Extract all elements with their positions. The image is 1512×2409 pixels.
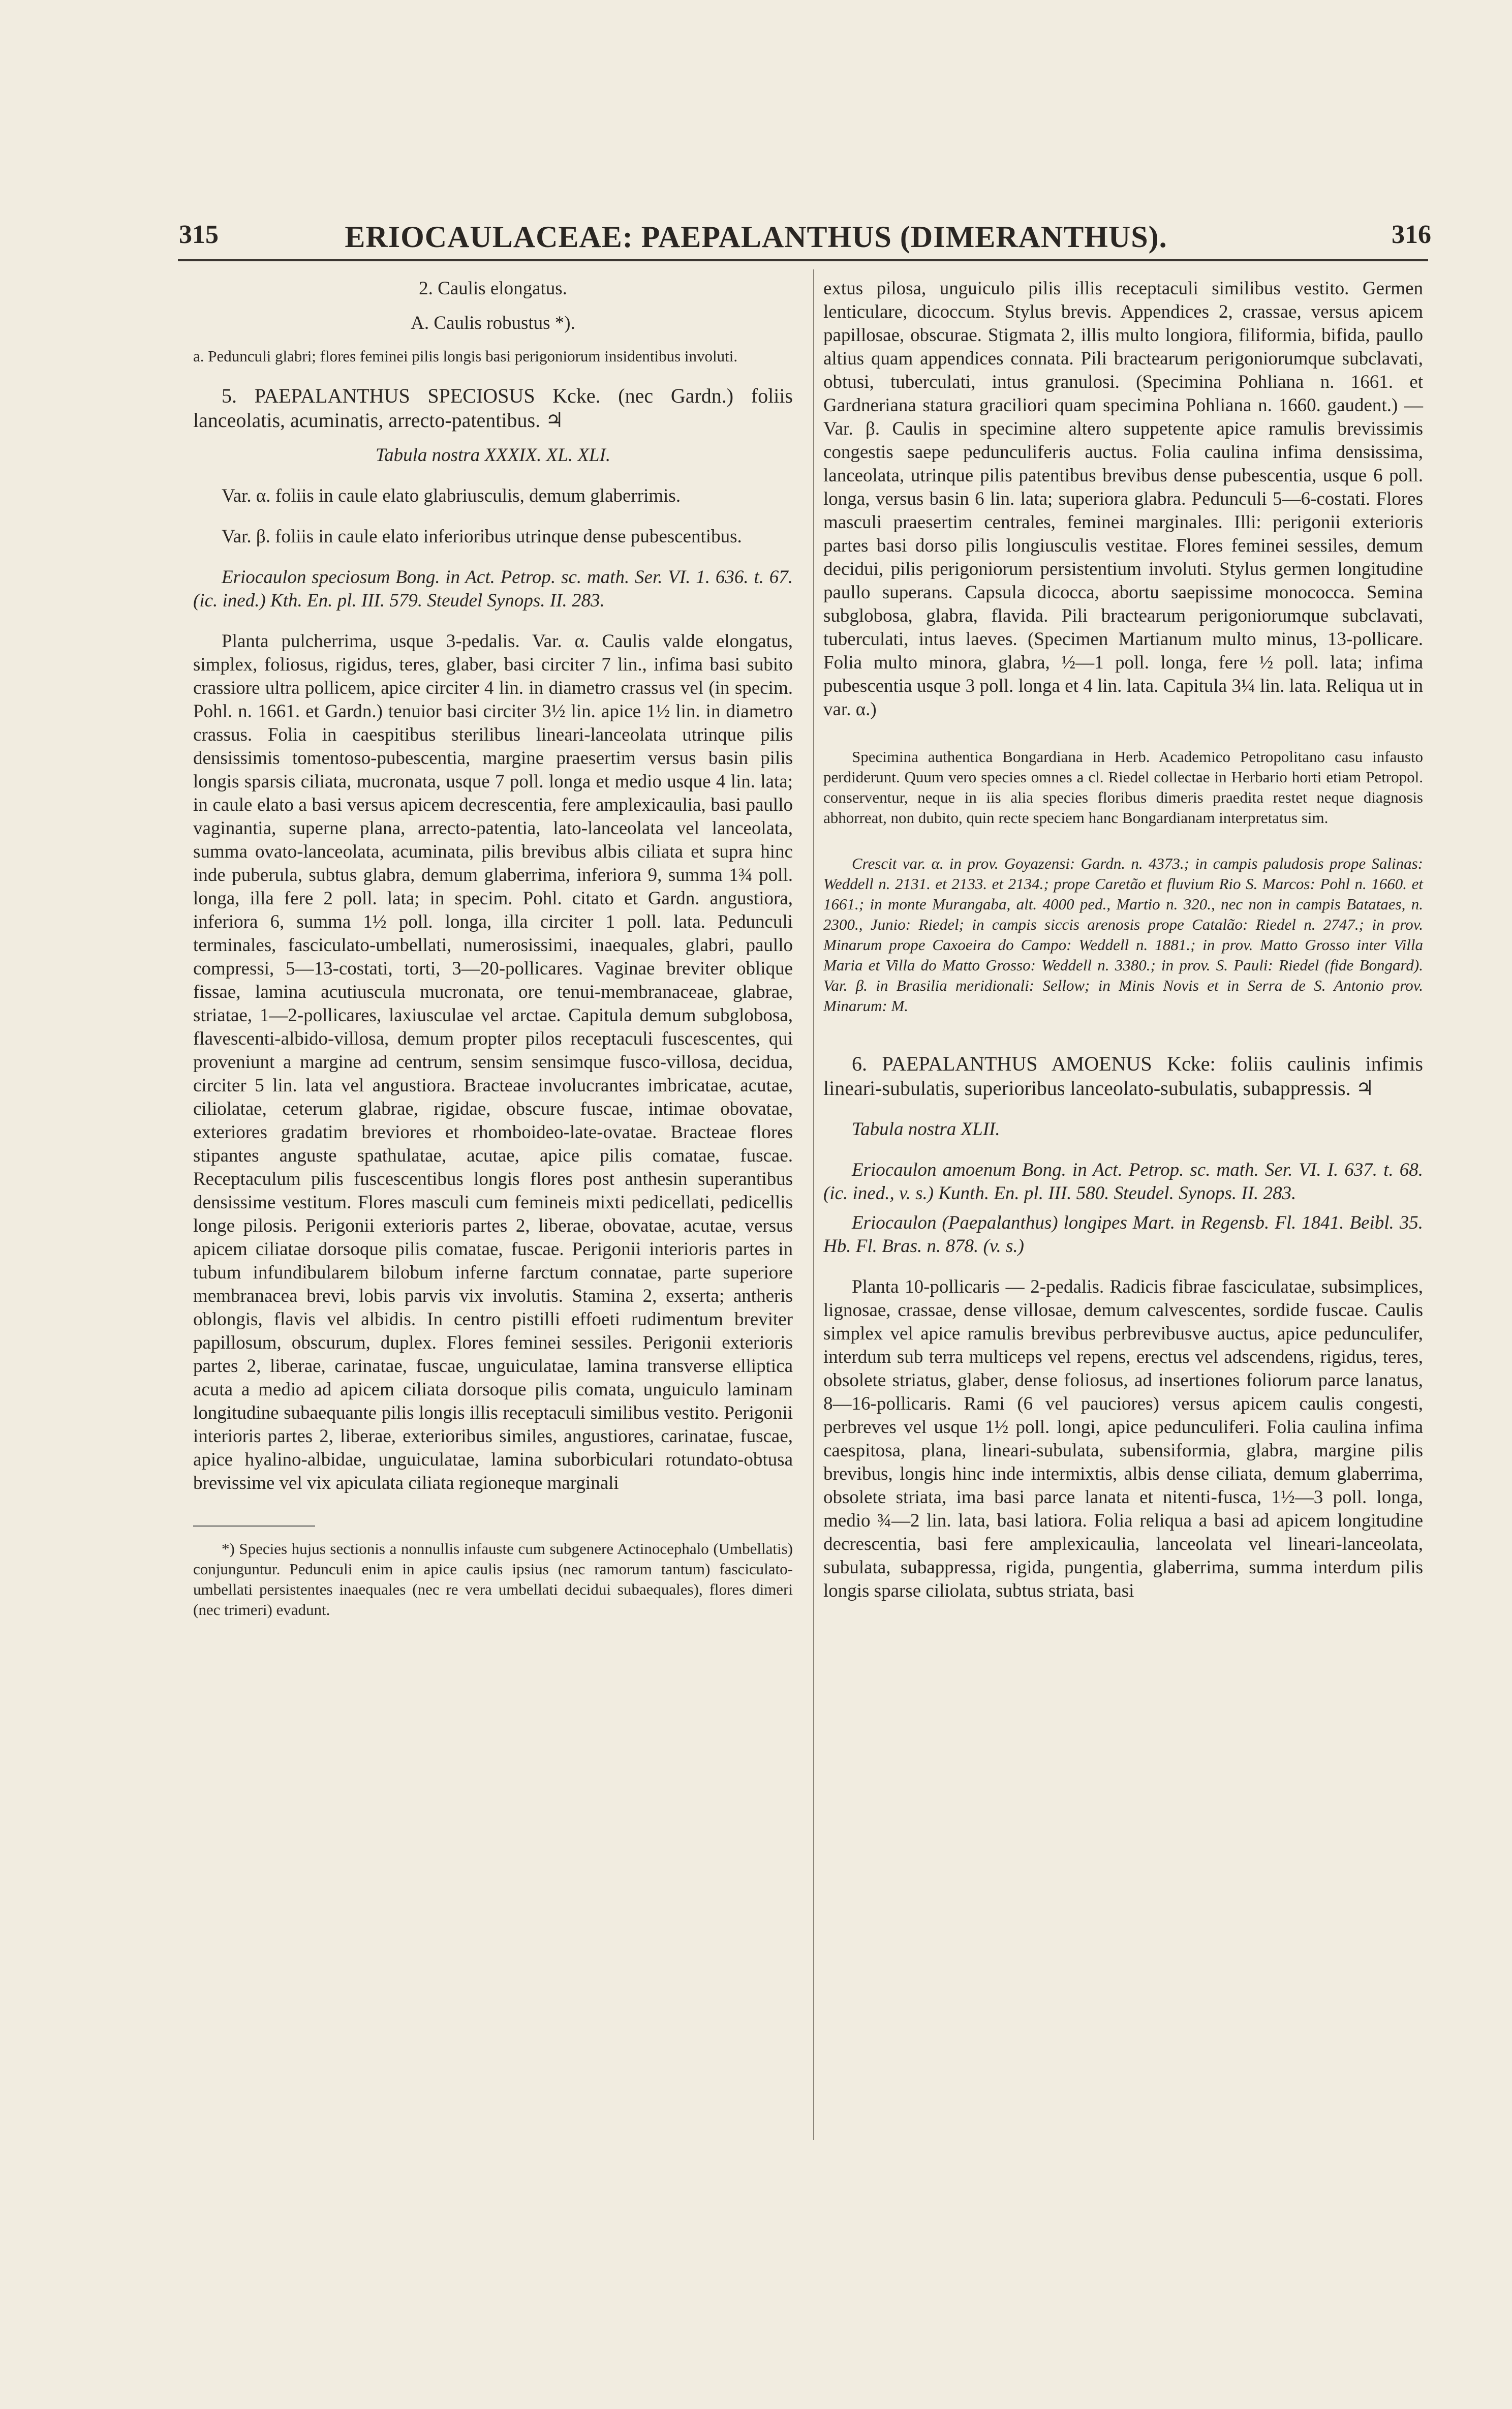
page-number-left: 315	[179, 220, 219, 249]
plate-reference-5: Tabula nostra XXXIX. XL. XLI.	[375, 445, 611, 466]
synonymy-6a: Eriocaulon amoenum Bong. in Act. Petrop. sc. math. Ser. VI. I. 637. t. 68. (ic. ined., v. s.) Kunth. En. pl. III. 580. Steudel. Synops. II. 283.	[823, 1160, 1423, 1204]
section-heading-2: 2. Caulis elongatus.	[419, 278, 567, 299]
variety-alpha: Var. α. foliis in caule elato glabriusculis, demum glaberrimis.	[222, 485, 681, 506]
synonymy-5: Eriocaulon speciosum Bong. in Act. Petrop. sc. math. Ser. VI. 1. 636. t. 67. (ic. ined.) Kth. En. pl. III. 579. Steudel Synops. II. 283.	[193, 567, 793, 611]
variety-beta: Var. β. foliis in caule elato inferioribus utrinque dense pubescentibus.	[222, 526, 742, 547]
synonymy-6b: Eriocaulon (Paepalanthus) longipes Mart. in Regensb. Fl. 1841. Beibl. 35. Hb. Fl. Bras. n. 878. (v. s.)	[823, 1212, 1423, 1257]
right-column	[823, 277, 1423, 1603]
footnote-separator	[193, 1526, 315, 1527]
localities: Crescit var. α. in prov. Goyazensi: Gardn. n. 4373.; in campis paludosis prope Salinas: Weddell n. 2131. et 2133. et 2134.; prope Caretão et fluvium Rio S. Marcos: Pohl n. 1660. et 1661.; in monte Murangaba, alt. 4000 ped., Martio n. 320., nec non in campis Batataes, n. 2300., Junio: Riedel; in campis siccis arenosis prope Catalão: Riedel n. 2747.; in prov. Minarum prope Caxoeira do Campo: Weddell n. 1881.; in prov. Matto Grosso inter Villa Maria et Villa do Matto Grosso: Weddell n. 3380.; in prov. S. Pauli: Riedel (fide Bongard). Var. β. in Brasilia meridionali: Sellow; in Minis Novis et in Serra de S. Antonio prov. Minarum: M.	[823, 855, 1423, 1015]
species-heading-6: 6. PAEPALANTHUS AMOENUS Kcke: foliis caulinis infimis lineari-subulatis, superioribus lanceolato-subulatis, subappressis. ♃	[823, 1052, 1423, 1100]
section-heading-a: A. Caulis robustus *).	[411, 313, 575, 333]
section-heading-subsection: a. Pedunculi glabri; flores feminei pilis longis basi perigoniorum insidentibus involuti.	[193, 347, 738, 365]
header-rule	[178, 259, 1428, 261]
description-continuation: extus pilosa, unguiculo pilis illis receptaculi similibus vestito. Germen lenticulare, dicoccum. Stylus brevis. Appendices 2, crassae, versus apicem papillosae, obscurae. Stigmata 2, illis multo longiora, filiformia, bifida, paullo altius quam appendices connata. Pili bractearum perigoniorumque subclavati, obtusi, tuberculati, intus granulosi. (Specimina Pohliana n. 1661. et Gardneriana statura graciliori quam specimina Pohliana n. 1660. gaudent.) — Var. β. Caulis in specimine altero suppetente apice ramulis brevissimis congestis saepe pedunculiferis auctus. Folia caulina infima densissima, lanceolata, utrinque pilis patentibus brevibus dense pubescentia, usque 6 poll. longa, versus basin 6 lin. lata; superiora glabra. Pedunculi 5—6-costati. Flores masculi praesertim centrales, feminei marginales. Illi: perigonii exterioris partes basi dorso pilis longiusculis vestitae. Flores feminei sessiles, demum decidui, pilis perigoniorum persistentium involuti. Stylus germen longitudine paullo superans. Capsula dicocca, abortu saepissime monococca. Semina subglobosa, glabra, flavida. Pili bractearum perigoniorumque subclavati, tuberculati, intus laeves. (Specimen Martianum multo minus, 13-pollicare. Folia multo minora, glabra, ½—1 poll. longa, fere ½ poll. lata; infima pubescentia usque 3 poll. longa et 4 lin. lata. Capitula 3¼ lin. lata. Reliqua ut in var. α.)	[823, 278, 1423, 720]
left-column	[193, 277, 793, 1620]
plate-reference-6: Tabula nostra XLII.	[852, 1119, 1000, 1140]
page-number-right: 316	[1392, 220, 1431, 249]
description-5: Planta pulcherrima, usque 3-pedalis. Var. α. Caulis valde elongatus, simplex, foliosus, rigidus, teres, glaber, basi circiter 7 lin., infima basi subito crassiore ultra pollicem, apice circiter 4 lin. in diametro crassus vel (in specim. Pohl. n. 1661. et Gardn.) tenuior basi circiter 3½ lin. apice 1½ lin. in diametro crassus. Folia in caespitibus sterilibus lineari-lanceolata utrinque pilis densissimis tomentoso-pubescentia, margine praesertim versus basin pilis longis sparsis ciliata, mucronata, usque 7 poll. longa et medio usque 4 lin. lata; in caule elato a basi versus apicem decrescentia, fere amplexicaulia, basi paullo vaginantia, superne plana, arrecto-patentia, lato-lanceolata vel lanceolata, summa ovato-lanceolata, acuminata, pilis brevibus albis ciliata et supra hinc inde puberula, subtus glabra, demum glaberrima, inferiora 9, summa 1¾ poll. longa, illa fere 2 poll. lata; in specim. Pohl. citato et Gardn. angustiora, inferiora 6, summa 1½ poll. longa, illa circiter 1 poll. lata. Pedunculi terminales, fasciculato-umbellati, numerosissimi, inaequales, glabri, paullo compressi, 5—13-costati, torti, 3—20-pollicares. Vaginae breviter oblique fissae, lamina acutiuscula mucronata, ore tenui-membranaceae, glabrae, striatae, 1—2-pollicares, laxiusculae vel arctae. Capitula demum subglobosa, flavescenti-albido-villosa, demum propter pilos receptaculi fuscescentes, qui proveniunt a margine ad centrum, sensim sensimque fusco-villosa, decidua, circiter 5 lin. lata vel angustiora. Bracteae involucrantes imbricatae, acutae, ciliolatae, ceterum glabrae, rigidae, obscure fuscae, intimae obovatae, exteriores gradatim breviores et rhomboideo-late-ovatae. Bracteae flores stipantes anguste spathulatae, acutae, apice pilis comatae, fuscae. Receptaculum pilis fuscescentibus longis flores post anthesin superantibus densissime vestitum. Flores masculi cum femineis mixti pedicellati, pedicellis longe pilosis. Perigonii exterioris partes 2, liberae, obovatae, acutae, versus apicem ciliatae dorsoque pilis comatae, fuscae. Perigonii interioris partes in tubum infundibularem bilobum inferne farctum connatae, parte superiore membranacea brevi, lobis parvis vix involutis. Stamina 2, exserta; antheris oblongis, flavis vel albidis. In centro pistilli effoeti rudimentum breviter papillosum, obscurum, duplex. Flores feminei sessiles. Perigonii exterioris partes 2, liberae, carinatae, fuscae, unguiculatae, lamina transverse elliptica acuta a medio ad apicem ciliata dorsoque pilis comata, unguiculo laminam longitudine subaequante pilis longis illis receptaculi similibus vestito. Perigonii interioris partes 2, liberae, exterioribus similes, angustiores, carinatae, fuscae, apice hyalino-albidae, unguiculatae, lamina suborbiculari rotundato-obtusa brevissime vel vix apiculata ciliata regioneque marginali	[193, 631, 793, 1493]
column-divider	[813, 269, 814, 2140]
description-6: Planta 10-pollicaris — 2-pedalis. Radicis fibrae fasciculatae, subsimplices, lignosae, crassae, dense villosae, demum calvescentes, sordide fuscae. Caulis simplex vel apice ramulis brevibus perbrevibusve auctus, apice pedunculifer, interdum sub terra multiceps vel repens, erectus vel adscendens, rigidus, teres, obsolete striatus, glaber, dense foliosus, ad insertiones foliorum parce lanatus, 8—16-pollicaris. Rami (6 vel pauciores) versus apicem caulis congesti, perbreves vel usque 1½ poll. longi, apice pedunculiferi. Folia caulina infima caespitosa, plana, lineari-subulata, subensiformia, glabra, margine pilis brevibus, longis hinc inde intermixtis, albis dense ciliata, demum glaberrima, obsolete striata, ima basi parce lanata et nitenti-fusca, 1½—3 poll. longa, medio ¾—2 lin. lata, basi latiora. Folia reliqua a basi ad apicem longitudine decrescentia, basi fere amplexicaulia, lanceolata vel lineari-lanceolata, subulata, subappressa, rigida, pungentia, glaberrima, summa interdum pilis longis sparse ciliolata, subtus striata, basi	[823, 1276, 1423, 1601]
footnote: *) Species hujus sectionis a nonnullis infauste cum subgenere Actinocephalo (Umbellatis) conjunguntur. Pedunculi enim in apice caulis ipsius (nec ramorum tantum) fasciculato-umbellati persistentes inaequales (nec re vera umbellati decidui subaequales), flores dimeri (nec trimeri) evadunt.	[193, 1540, 793, 1619]
species-heading-5: 5. PAEPALANTHUS SPECIOSUS Kcke. (nec Gardn.) foliis lanceolatis, acuminatis, arrecto-patentibus. ♃	[193, 384, 793, 432]
running-title: ERIOCAULACEAE: PAEPALANTHUS (DIMERANTHUS).	[345, 220, 1167, 254]
herbarium-note: Specimina authentica Bongardiana in Herb. Academico Petropolitano casu infausto perdiderunt. Quum vero species omnes a cl. Riedel collectae in Herbario horti etiam Petropol. conserventur, neque in iis alia species floribus dimeris praedita restet neque diagnosis abhorreat, non dubito, quin recte speciem hanc Bongardianam interpretatus sim.	[823, 748, 1423, 827]
